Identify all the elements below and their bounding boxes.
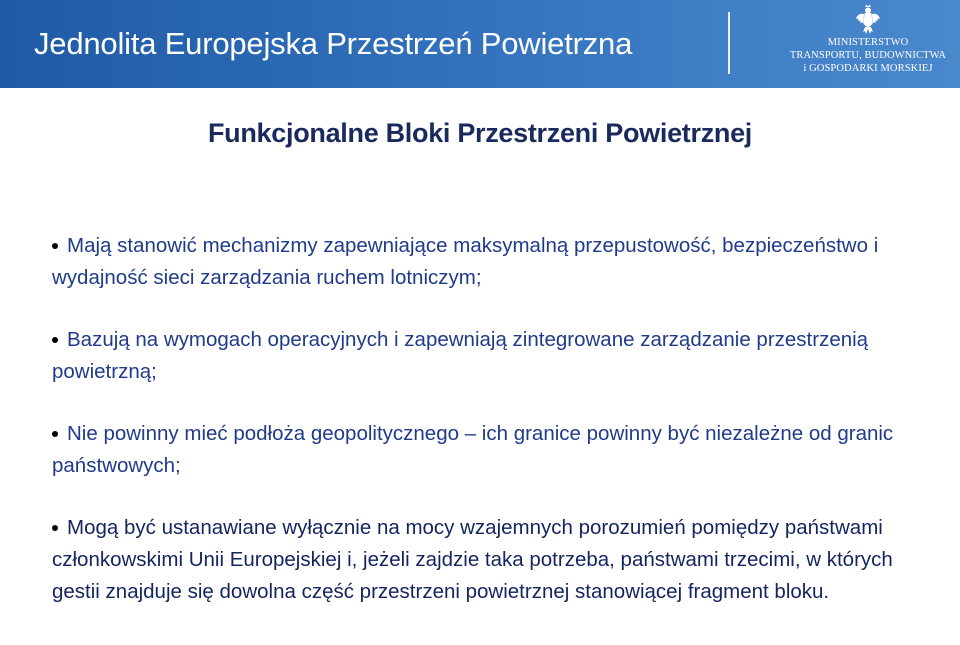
ministry-line-1: MINISTERSTWO <box>827 37 909 48</box>
polish-eagle-emblem-icon <box>855 4 881 36</box>
ministry-line-3: i GOSPODARKI MORSKIEJ <box>803 63 933 74</box>
slide-title: Funkcjonalne Bloki Przestrzeni Powietrznej <box>207 118 753 148</box>
bullet-item: Bazują na wymogach operacyjnych i zapewniają zintegrowane zarządzanie przestrzenią powietrzną; <box>52 324 932 388</box>
header-title: Jednolita Europejska Przestrzeń Powietrzna <box>34 26 633 61</box>
ministry-logo <box>776 4 960 86</box>
bullet-item: Mają stanowić mechanizmy zapewniające maksymalną przepustowość, bezpieczeństwo i wydajność sieci zarządzania ruchem lotniczym; <box>52 230 932 294</box>
bullet-list <box>52 230 932 608</box>
bullet-item: Nie powinny mieć podłoża geopolitycznego – ich granice powinny być niezależne od granic państwowych; <box>52 418 932 482</box>
header-divider <box>728 12 730 74</box>
slide-header <box>0 0 960 88</box>
bullet-item: Mogą być ustanawiane wyłącznie na mocy wzajemnych porozumień pomiędzy państwami członkowskimi Unii Europejskiej i, jeżeli zajdzie taka potrzeba, państwami trzecimi, w których gestii znajduje się dowolna część przestrzeni powietrznej stanowiącej fragment bloku. <box>52 512 932 608</box>
ministry-line-2: TRANSPORTU, BUDOWNICTWA <box>789 50 947 61</box>
